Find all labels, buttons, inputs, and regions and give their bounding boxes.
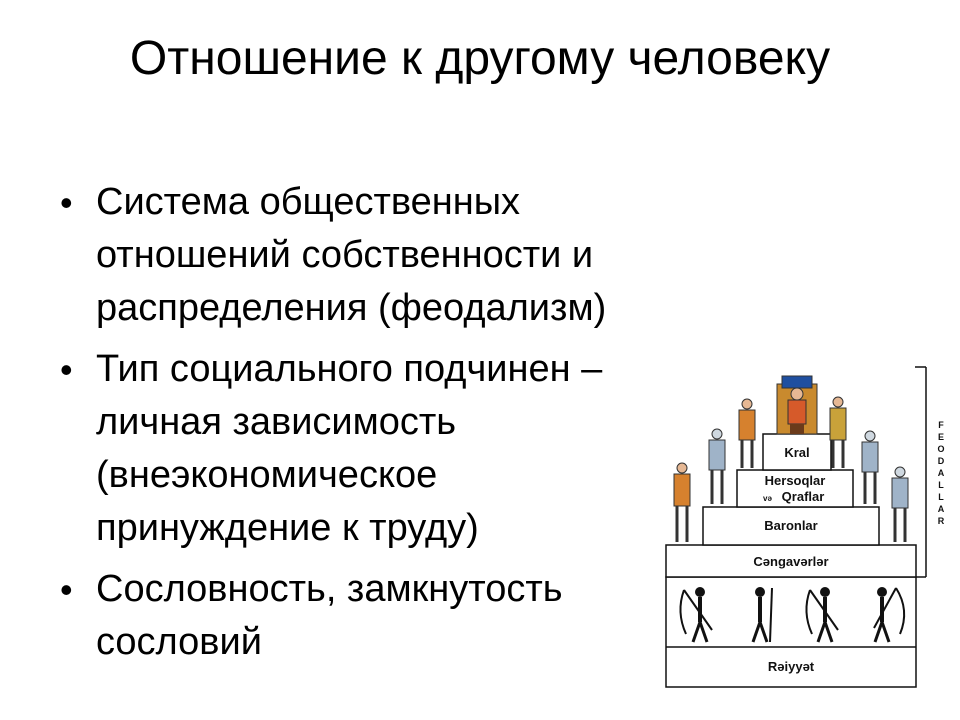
knight-figure (674, 463, 690, 542)
dukes-label: Hersoqlar (764, 473, 826, 488)
side-letter: L (938, 480, 944, 490)
feudal-pyramid-illustration (660, 362, 956, 692)
side-letter: R (937, 516, 945, 526)
counts-label: Qraflar (781, 489, 825, 504)
slide-title: Отношение к другому человеку (129, 32, 831, 85)
knight-figure (709, 429, 725, 504)
peasants-label: Rəiyyət (767, 659, 815, 674)
side-letter: D (937, 456, 945, 466)
side-letter: O (937, 444, 945, 454)
side-letter: A (937, 468, 945, 478)
side-letter: E (937, 432, 945, 442)
knight-figure (862, 431, 878, 504)
feodallar-side-label (937, 420, 944, 526)
king-figure (788, 388, 806, 434)
noble-figure (739, 399, 755, 468)
bullet-item (60, 343, 670, 555)
side-letter: F (938, 420, 944, 430)
knights-label: Cəngavərlər (753, 554, 829, 569)
bullet-list (60, 176, 670, 677)
bullet-text: Система общественных отношений собственности и распределения (феодализм) (96, 181, 607, 329)
bullet-marker: • (60, 182, 73, 223)
bullet-text: Тип социального подчинен –личная зависимость (внеэкономическое принуждение к труду) (96, 348, 603, 549)
bullet-marker: • (60, 569, 73, 610)
barons-label: Baronlar (764, 518, 818, 533)
knight-figure (892, 467, 908, 542)
king-label: Kral (784, 445, 810, 460)
side-letter: L (938, 492, 944, 502)
dukes-conjunction: və (763, 494, 772, 503)
bullet-text: Сословность, замкнутость сословий (96, 568, 563, 663)
bullet-item (60, 176, 670, 335)
bullet-marker: • (60, 349, 73, 390)
bullet-item (60, 563, 670, 669)
side-letter: A (937, 504, 945, 514)
noble-figure (830, 397, 846, 468)
